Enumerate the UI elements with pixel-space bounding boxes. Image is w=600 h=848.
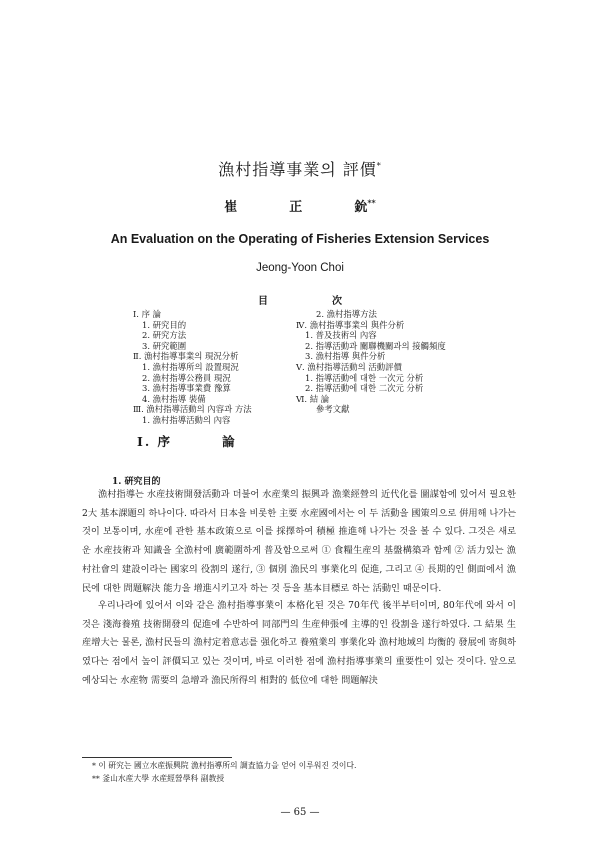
author-char: 正 <box>289 200 303 215</box>
paper-title-english: An Evaluation on the Operating of Fisheries Extension Services <box>110 232 490 246</box>
author-char: 鈗** <box>354 197 376 215</box>
author-english: Jeong-Yoon Choi <box>256 262 344 274</box>
toc-entry: Ⅲ. 漁村指導活動의 內容과 方法 <box>133 404 252 415</box>
toc-entry: 3. 漁村指導事業費 豫算 <box>142 383 231 394</box>
paper-title-korean <box>0 157 600 180</box>
author-korean <box>0 196 600 215</box>
author-char: 崔 <box>224 200 238 215</box>
toc-entry: 2. 漁村指導方法 <box>316 309 377 319</box>
toc-entry: 4. 漁村指導 裝備 <box>142 393 206 404</box>
body-paragraph: 우리나라에 있어서 이와 같은 漁村指導事業이 本格化된 것은 70年代 後半부터이며, 80年代에 와서 이것은 淺海養殖 技術開發의 促進에 수반하여 同部門의 生産伸張에 主導的인 役割을 遂行하였다. 그 結果 生産增大는 물론, 漁村民들의 漁村定着意志를 强化하고 養殖業의 事業化와 漁村地域의 均衡的 發展에 寄與하였다는 점에서 높이 評價되고 있는 것이며, 바로 이러한 점에 漁村指導事業의 重要性이 있는 것이다. 앞으로 예상되는 水産物 需要의 急增과 漁民所得의 相對的 低位에 대한 問題解決 <box>82 600 516 686</box>
page-number: — 65 — <box>280 807 320 818</box>
toc-heading: 目 次 <box>258 296 342 307</box>
toc-entry: 3. 漁村指導 與件分析 <box>305 351 386 362</box>
toc-entry: 2. 漁村指導公務員 現況 <box>142 372 231 383</box>
toc-entry: 1. 漁村指導活動의 內容 <box>142 414 231 425</box>
toc-entry: 2. 硏究方法 <box>142 330 187 341</box>
toc-entry: Ⅴ. 漁村指導活動의 活動評價 <box>296 361 402 372</box>
toc-right-column <box>296 309 446 415</box>
section-heading: Ⅰ. 序 論 <box>137 434 237 449</box>
toc-entry: 1. 漁村指導所의 設置現況 <box>142 361 239 372</box>
toc-entry: 1. 普及技術의 內容 <box>305 330 377 341</box>
toc-entry: 1. 指導活動에 대한 一次元 分析 <box>305 372 424 383</box>
title-footnote-mark: * <box>376 161 382 171</box>
toc-entry: 3. 硏究範圍 <box>142 340 187 351</box>
toc-entry: 1. 硏究目的 <box>142 319 187 330</box>
author-footnote-mark: ** <box>367 197 376 208</box>
toc-entry: 參考文獻 <box>316 404 350 415</box>
toc-entry: Ⅰ. 序 論 <box>133 309 162 319</box>
toc-entry: 2. 指導活動에 대한 二次元 分析 <box>305 383 424 394</box>
toc-entry: Ⅱ. 漁村指導事業의 現況分析 <box>133 351 239 362</box>
toc-entry: Ⅳ. 漁村指導事業의 與件分析 <box>296 319 405 330</box>
footnote-divider <box>82 757 232 758</box>
toc-left-column <box>133 309 252 426</box>
subsection-heading: 1. 硏究目的 <box>112 477 161 487</box>
footnote: * 이 硏究는 國立水産振興院 漁村指導所의 調査協力을 얻어 이루워진 것이다. <box>92 761 357 770</box>
footnote: ** 釜山水産大學 水産經營學科 副教授 <box>92 774 225 783</box>
body-paragraph: 漁村指導는 水産技術開發活動과 더불어 水産業의 振興과 漁業經營의 近代化를 圖謀함에 있어서 필요한 2大 基本課題의 하나이다. 따라서 日本을 비롯한 主要 水産國에서는 이 두 活動을 國策의으로 倂用해 나가는 것이 보통이며, 水産에 관한 基本政策으로 이를 採擇하여 積極 推進해 나가는 것을 볼 수 있다. 그것은 새로운 水産技術과 知識을 全漁村에 廣範圍하게 普及함으로써 ① 食糧生産의 基盤構築과 함께 ② 活力있는 漁村社會의 建設이라는 國家의 役割의 遂行, ③ 個別 漁民의 事業化의 促進, 그리고 ④ 長期的인 側面에서 漁民에 대한 問題解決 能力을 增進시키고자 하는 것 등을 基本目標로 하는 活動인 때문이다. <box>82 489 516 594</box>
toc-entry: Ⅵ. 結 論 <box>296 393 330 404</box>
toc-entry: 2. 指導活動과 關聯機關과의 接觸頻度 <box>305 340 446 351</box>
title-text: 漁村指導事業의 評價 <box>218 160 377 179</box>
